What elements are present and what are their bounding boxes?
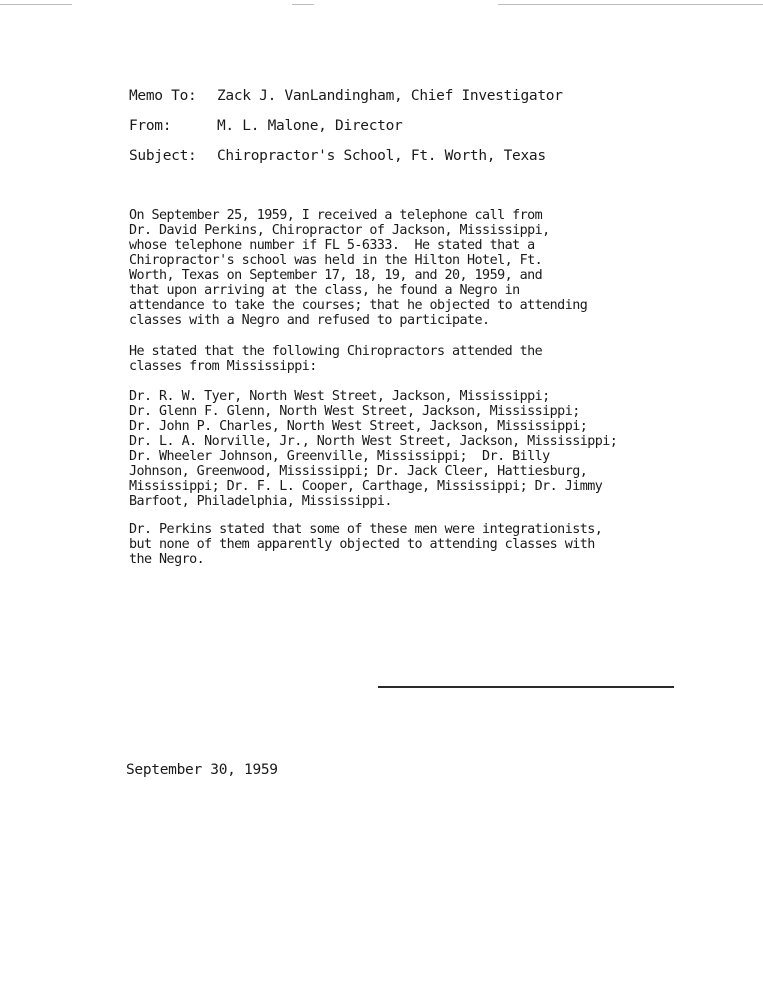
text-line: Worth, Texas on September 17, 18, 19, and 20, 1959, and <box>129 268 543 283</box>
memo-subject-line <box>129 148 546 164</box>
text-line: Dr. David Perkins, Chiropractor of Jackson, Mississippi, <box>129 223 550 238</box>
body-paragraph-integrationists <box>129 522 602 567</box>
text-line: but none of them apparently objected to attending classes with <box>129 537 595 552</box>
text-line: whose telephone number if FL 5-6333. He stated that a <box>129 238 535 253</box>
memo-from-line <box>129 118 402 134</box>
memo-date: September 30, 1959 <box>126 762 278 778</box>
text-line: Dr. Perkins stated that some of these men were integrationists, <box>129 522 603 537</box>
scan-edge-mark <box>498 4 763 5</box>
memo-to-line <box>129 88 563 104</box>
text-line: Dr. R. W. Tyer, North West Street, Jackson, Mississippi; <box>129 389 550 404</box>
text-line: classes from Mississippi: <box>129 359 317 374</box>
text-line: Johnson, Greenwood, Mississippi; Dr. Jack Cleer, Hattiesburg, <box>129 464 588 479</box>
memo-to-label: Memo To: <box>129 88 197 104</box>
scan-edge-mark <box>292 4 314 5</box>
body-paragraph-phone-call <box>129 208 587 328</box>
text-line: Barfoot, Philadelphia, Mississippi. <box>129 494 392 509</box>
text-line: Chiropractor's school was held in the Hilton Hotel, Ft. <box>129 253 543 268</box>
text-line: Dr. John P. Charles, North West Street, Jackson, Mississippi; <box>129 419 588 434</box>
text-line: the Negro. <box>129 552 205 567</box>
signature-line <box>378 686 674 688</box>
memo-to-value: Zack J. VanLandingham, Chief Investigator <box>217 88 563 104</box>
text-line: Dr. Wheeler Johnson, Greenville, Mississippi; Dr. Billy <box>129 449 550 464</box>
memo-subject-label: Subject: <box>129 148 197 164</box>
scan-edge-mark <box>0 4 72 5</box>
memo-subject-value: Chiropractor's School, Ft. Worth, Texas <box>217 148 546 164</box>
text-line: Mississippi; Dr. F. L. Cooper, Carthage, Mississippi; Dr. Jimmy <box>129 479 603 494</box>
text-line: He stated that the following Chiropractors attended the <box>129 344 543 359</box>
memo-from-value: M. L. Malone, Director <box>217 118 403 134</box>
text-line: attendance to take the courses; that he objected to attending <box>129 298 588 313</box>
text-line: On September 25, 1959, I received a telephone call from <box>129 208 543 223</box>
text-line: that upon arriving at the class, he found a Negro in <box>129 283 520 298</box>
memo-from-label: From: <box>129 118 172 134</box>
body-paragraph-attendees-intro <box>129 344 542 374</box>
body-paragraph-attendee-list <box>129 389 617 509</box>
text-line: classes with a Negro and refused to participate. <box>129 313 490 328</box>
text-line: Dr. Glenn F. Glenn, North West Street, Jackson, Mississippi; <box>129 404 580 419</box>
text-line: Dr. L. A. Norville, Jr., North West Street, Jackson, Mississippi; <box>129 434 618 449</box>
